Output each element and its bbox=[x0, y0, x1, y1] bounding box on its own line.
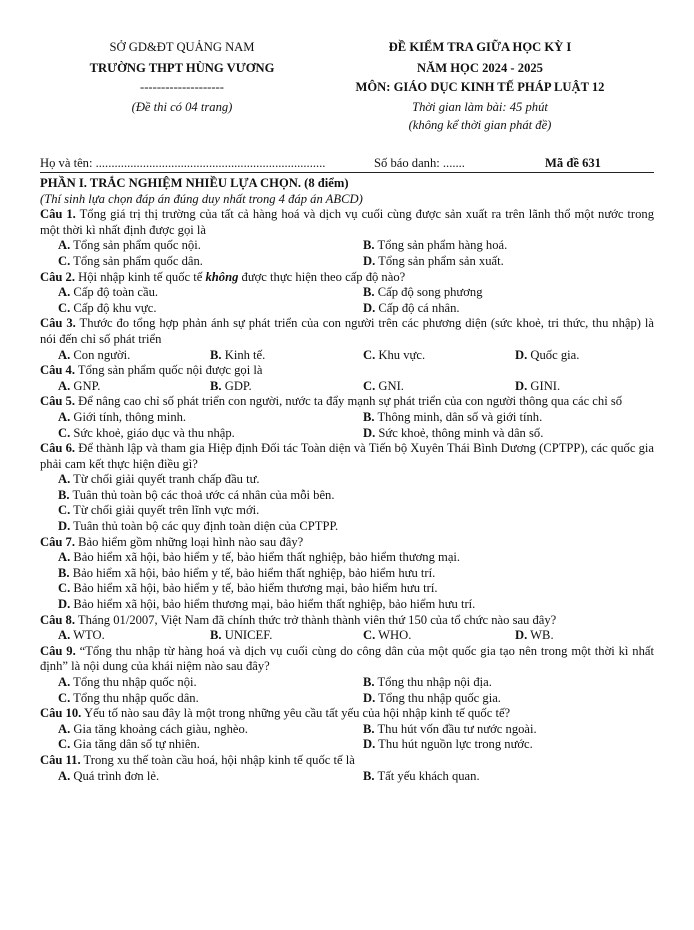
candidate-info bbox=[40, 156, 654, 172]
header-separator: -------------------- bbox=[140, 80, 224, 94]
answer-option[interactable]: A. WTO. bbox=[58, 628, 105, 643]
answer-option[interactable]: D. Cấp độ cá nhân. bbox=[363, 300, 460, 315]
question-number: Câu 6. bbox=[40, 441, 76, 456]
question-number: Câu 4. bbox=[40, 363, 75, 378]
answer-option[interactable]: A. Từ chối giải quyết tranh chấp đầu tư. bbox=[58, 472, 260, 487]
answer-option[interactable]: B. Kinh tế. bbox=[210, 347, 266, 362]
answer-option[interactable]: B. Tuân thủ toàn bộ các thoả ước cá nhân của mỗi bên. bbox=[58, 487, 335, 502]
answer-options bbox=[40, 722, 654, 753]
answer-option[interactable]: A. Tổng sản phẩm quốc nội. bbox=[58, 238, 201, 253]
answer-option[interactable]: C. Gia tăng dân số tự nhiên. bbox=[58, 737, 200, 752]
answer-option[interactable]: D. WB. bbox=[515, 628, 554, 643]
department-name: SỞ GD&ĐT QUẢNG NAM bbox=[109, 40, 255, 54]
answer-option[interactable]: D. Tuân thủ toàn bộ các quy định toàn diện của CPTPP. bbox=[58, 519, 339, 534]
answer-option[interactable]: D. GINI. bbox=[515, 378, 561, 393]
answer-options bbox=[40, 410, 654, 441]
answer-option[interactable]: B. Tất yếu khách quan. bbox=[363, 768, 480, 783]
question-text: Thước đo tổng hợp phản ánh sự phát triển của con người trên các phương diện (sức khoẻ, tri thức, thu nhập) là nói đến chỉ số phát triển bbox=[40, 316, 654, 346]
question-text: Để nâng cao chỉ số phát triển con người, nước ta đẩy mạnh sự phát triển của con người thông qua các chỉ số bbox=[78, 394, 623, 409]
question bbox=[40, 207, 654, 238]
question-number: Câu 10. bbox=[40, 706, 82, 721]
time-limit: Thời gian làm bài: 45 phút bbox=[412, 100, 548, 114]
answer-option[interactable]: D. Quốc gia. bbox=[515, 347, 580, 362]
question-number: Câu 9. bbox=[40, 643, 76, 658]
question bbox=[40, 535, 654, 551]
answer-option[interactable]: A. Bảo hiểm xã hội, bảo hiểm y tế, bảo hiểm thất nghiệp, bảo hiểm thương mại. bbox=[58, 550, 461, 565]
candidate-id-field: Số báo danh: ....... bbox=[374, 156, 465, 170]
question-number: Câu 11. bbox=[40, 752, 81, 767]
answer-option[interactable]: C. WHO. bbox=[363, 628, 412, 643]
answer-option[interactable]: B. GDP. bbox=[210, 378, 252, 393]
answer-option[interactable]: B. UNICEF. bbox=[210, 628, 273, 643]
question bbox=[40, 441, 654, 472]
answer-option[interactable]: C. Bảo hiểm xã hội, bảo hiểm y tế, bảo hiểm thương mại, bảo hiểm hưu trí. bbox=[58, 581, 438, 596]
answer-options bbox=[40, 550, 654, 612]
question-text: Trong xu thế toàn cầu hoá, hội nhập kinh tế quốc tế là bbox=[83, 752, 355, 767]
answer-options bbox=[40, 348, 654, 364]
answer-options bbox=[40, 379, 654, 395]
question-number: Câu 1. bbox=[40, 207, 76, 222]
question-text: được thực hiện theo cấp độ nào? bbox=[238, 269, 406, 284]
question-number: Câu 5. bbox=[40, 394, 75, 409]
question-text: “Tổng thu nhập từ hàng hoá và dịch vụ cuối cùng do công dân của một quốc gia tạo nên trong một thời kì nhất định” là nội dung của khái niệm nào sau đây? bbox=[40, 643, 654, 674]
answer-options bbox=[40, 238, 654, 269]
answer-option[interactable]: B. Thông minh, dân số và giới tính. bbox=[363, 409, 543, 424]
answer-options bbox=[40, 675, 654, 706]
question bbox=[40, 363, 654, 379]
question-number: Câu 8. bbox=[40, 612, 75, 627]
question-text: Tổng sản phẩm quốc nội được gọi là bbox=[77, 363, 263, 378]
question-text: Yếu tố nào sau đây là một trong những yêu cầu tất yếu của hội nhập kinh tế quốc tế? bbox=[83, 706, 511, 721]
answer-option[interactable]: A. Tổng thu nhập quốc nội. bbox=[58, 675, 197, 689]
exam-content bbox=[40, 176, 654, 784]
question bbox=[40, 316, 654, 347]
header-divider bbox=[40, 172, 654, 173]
question bbox=[40, 394, 654, 410]
question bbox=[40, 270, 654, 286]
question-text: Hội nhập kinh tế quốc tế bbox=[78, 269, 206, 284]
answer-option[interactable]: B. Thu hút vốn đầu tư nước ngoài. bbox=[363, 721, 537, 736]
answer-options bbox=[40, 472, 654, 534]
answer-option[interactable]: C. GNI. bbox=[363, 378, 404, 393]
answer-option[interactable]: D. Tổng thu nhập quốc gia. bbox=[363, 690, 501, 705]
question-text: Tháng 01/2007, Việt Nam đã chính thức trở thành thành viên thứ 150 của tổ chức nào sau đây? bbox=[77, 612, 557, 627]
answer-option[interactable]: D. Thu hút nguồn lực trong nước. bbox=[363, 737, 533, 752]
section-title: PHẦN I. TRẮC NGHIỆM NHIỀU LỰA CHỌN. (8 điểm) bbox=[40, 176, 349, 190]
section-note: (Thí sinh lựa chọn đáp án đúng duy nhất trong 4 đáp án ABCD) bbox=[40, 191, 363, 206]
answer-option[interactable]: C. Tổng sản phẩm quốc dân. bbox=[58, 253, 203, 268]
answer-option[interactable]: A. Gia tăng khoảng cách giàu, nghèo. bbox=[58, 721, 248, 736]
pages-note: (Đề thi có 04 trang) bbox=[131, 100, 233, 114]
answer-options bbox=[40, 285, 654, 316]
answer-option[interactable]: B. Tổng thu nhập nội địa. bbox=[363, 675, 492, 689]
answer-option[interactable]: C. Tổng thu nhập quốc dân. bbox=[58, 690, 199, 705]
answer-options bbox=[40, 769, 654, 785]
answer-option[interactable]: C. Khu vực. bbox=[363, 347, 426, 362]
answer-option[interactable]: D. Bảo hiểm xã hội, bảo hiểm thương mại, bảo hiểm thất nghiệp, bảo hiểm hưu trí. bbox=[58, 597, 476, 612]
question bbox=[40, 706, 654, 722]
answer-option[interactable]: B. Tổng sản phẩm hàng hoá. bbox=[363, 238, 508, 253]
question bbox=[40, 644, 654, 675]
answer-option[interactable]: B. Bảo hiểm xã hội, bảo hiểm y tế, bảo hiểm thất nghiệp, bảo hiểm hưu trí. bbox=[58, 565, 436, 580]
subject-name: MÔN: GIÁO DỤC KINH TẾ PHÁP LUẬT 12 bbox=[355, 80, 605, 94]
question-text: Tổng giá trị thị trường của tất cả hàng hoá và dịch vụ cuối cùng được sản xuất ra trên lãnh thổ một nước trong một thời kì nhất định được gọi là bbox=[40, 207, 654, 237]
question-number: Câu 7. bbox=[40, 534, 75, 549]
answer-option[interactable]: A. GNP. bbox=[58, 378, 101, 393]
question-number: Câu 3. bbox=[40, 316, 76, 331]
question-text: Bảo hiểm gồm những loại hình nào sau đây? bbox=[78, 534, 304, 549]
answer-option[interactable]: C. Sức khoẻ, giáo dục và thu nhập. bbox=[58, 425, 235, 440]
question bbox=[40, 613, 654, 629]
answer-option[interactable]: A. Giới tính, thông minh. bbox=[58, 409, 187, 424]
school-year: NĂM HỌC 2024 - 2025 bbox=[417, 61, 543, 75]
question-text: Để thành lập và tham gia Hiệp định Đối tác Toàn diện và Tiến bộ Xuyên Thái Bình Dương (CPTPP), các quốc gia phải cam kết thực hiện điều gì? bbox=[40, 441, 654, 471]
answer-option[interactable]: A. Quá trình đơn lẻ. bbox=[58, 768, 160, 783]
answer-options bbox=[40, 628, 654, 644]
answer-option[interactable]: A. Cấp độ toàn cầu. bbox=[58, 285, 159, 300]
exam-title: ĐỀ KIỂM TRA GIỮA HỌC KỲ I bbox=[388, 40, 572, 54]
question bbox=[40, 753, 654, 769]
exam-header bbox=[0, 40, 694, 136]
school-name: TRƯỜNG THPT HÙNG VƯƠNG bbox=[89, 61, 275, 75]
answer-option[interactable]: C. Cấp độ khu vực. bbox=[58, 300, 157, 315]
question-number: Câu 2. bbox=[40, 269, 75, 284]
candidate-name-field: Họ và tên: ......................................................................... bbox=[40, 156, 326, 170]
answer-option[interactable]: C. Từ chối giải quyết trên lĩnh vực mới. bbox=[58, 503, 260, 518]
answer-option[interactable]: D. Tổng sản phẩm sản xuất. bbox=[363, 253, 504, 268]
answer-option[interactable]: B. Cấp độ song phương bbox=[363, 285, 483, 300]
time-note: (không kể thời gian phát đề) bbox=[408, 118, 552, 132]
answer-option[interactable]: D. Sức khoẻ, thông minh và dân số. bbox=[363, 425, 544, 440]
exam-code: Mã đề 631 bbox=[545, 156, 601, 170]
answer-option[interactable]: A. Con người. bbox=[58, 347, 131, 362]
question-emphasis: không bbox=[205, 269, 239, 284]
